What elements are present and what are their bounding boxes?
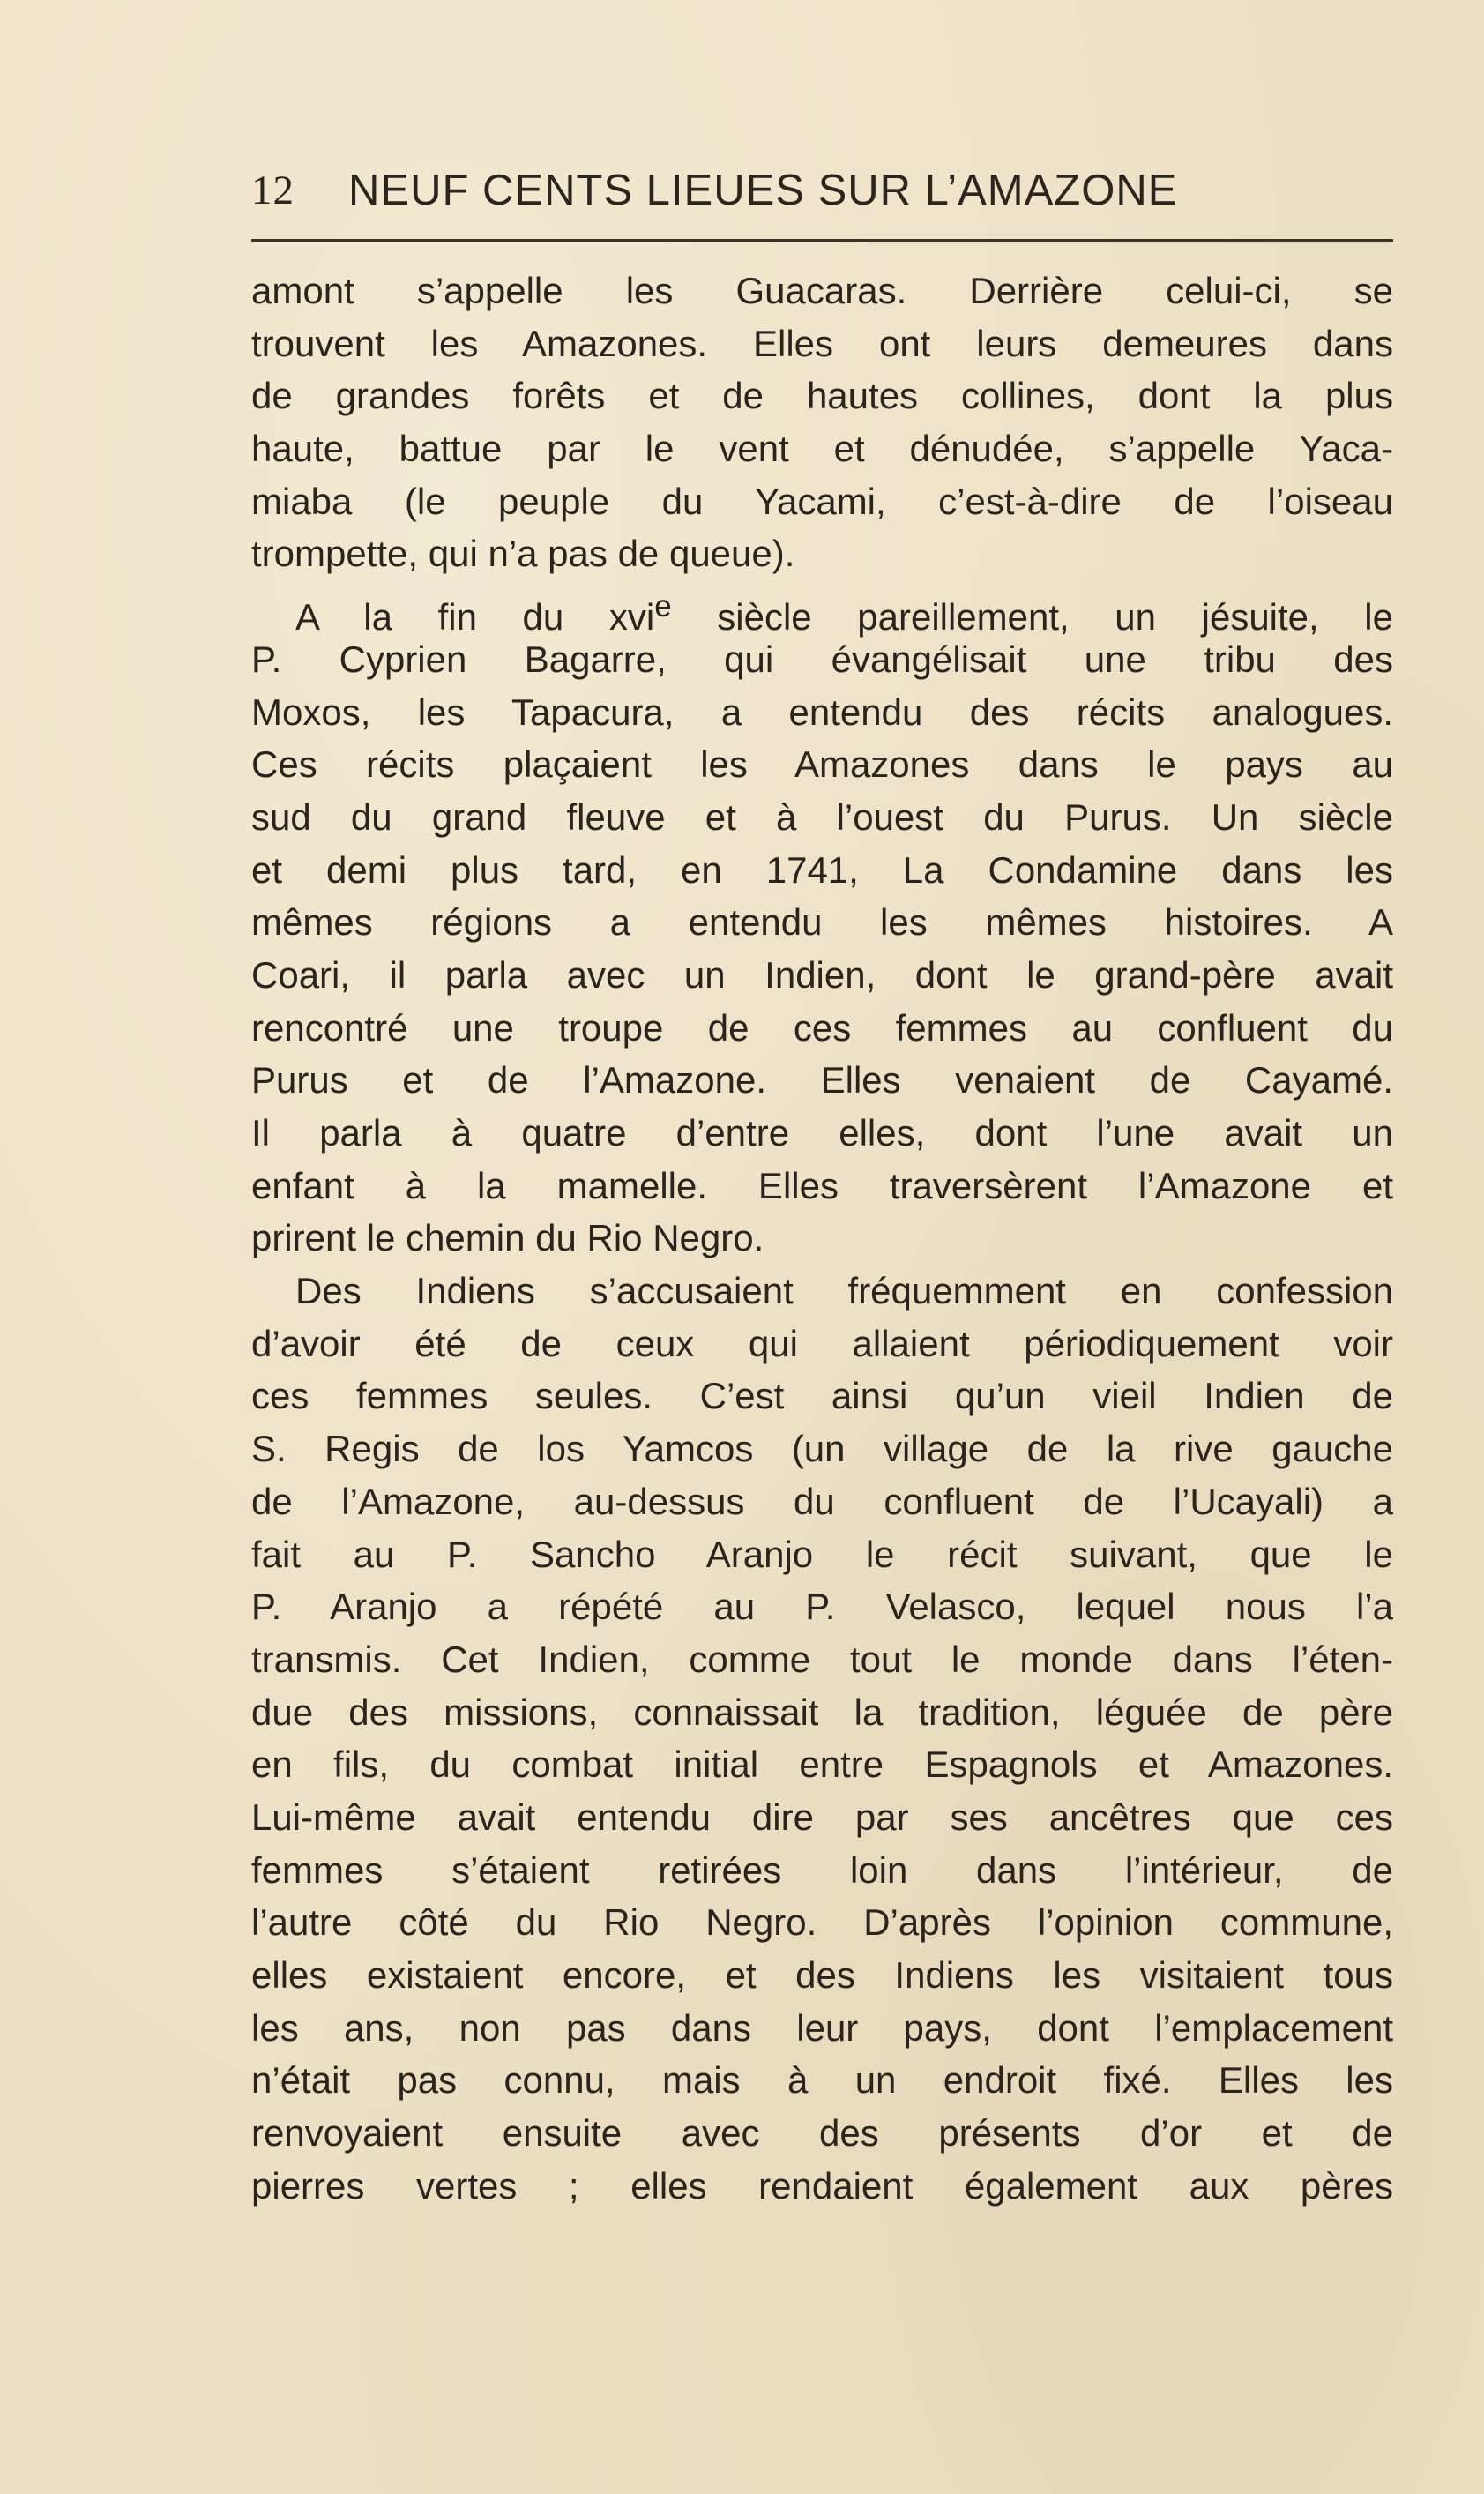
text-line: trouvent les Amazones. Elles ont leurs demeures dans: [251, 322, 1393, 364]
text-line: Coari, il parla avec un Indien, dont le grand-père avait: [251, 953, 1393, 996]
text-line: mêmes régions a entendu les mêmes histoires. A: [251, 901, 1393, 944]
body-text: [251, 265, 1393, 2212]
text-line: amont s’appelle les Guacaras. Derrière celui-ci, se: [251, 270, 1393, 311]
text-line: de grandes forêts et de hautes collines, dont la plus: [251, 375, 1393, 417]
text-line: enfant à la mamelle. Elles traversèrent l’Amazone et: [251, 1164, 1393, 1206]
book-page: [251, 163, 1393, 2207]
text-line: rencontré une troupe de ces femmes au confluent du: [251, 1006, 1393, 1049]
text-line: Lui-même avait entendu dire par ses ancêtres que ces: [251, 1796, 1393, 1838]
text-line: Moxos, les Tapacura, a entendu des récits analogues.: [251, 691, 1393, 733]
text-line: n’était pas connu, mais à un endroit fixé. Elles les: [251, 2059, 1393, 2102]
text-line: miaba (le peuple du Yacami, c’est-à-dire de l’oiseau: [251, 480, 1393, 522]
text-line: elles existaient encore, et des Indiens les visitaient tous: [251, 1954, 1393, 1996]
text-line: S. Regis de los Yamcos (un village de la rive gauche: [251, 1428, 1393, 1470]
text-line: femmes s’étaient retirées loin dans l’intérieur, de: [251, 1848, 1393, 1891]
page-header: [251, 163, 1393, 218]
text-line: transmis. Cet Indien, comme tout le monde dans l’éten-: [251, 1638, 1393, 1680]
text-line: P. Cyprien Bagarre, qui évangélisait une tribu des: [251, 638, 1393, 680]
text-line: fait au P. Sancho Aranjo le récit suivant, que le: [251, 1533, 1393, 1575]
text-line: pierres vertes ; elles rendaient également aux pères: [251, 2164, 1393, 2207]
text-line: Purus et de l’Amazone. Elles venaient de Cayamé.: [251, 1059, 1393, 1101]
text-line: en fils, du combat initial entre Espagnols et Amazones.: [251, 1744, 1393, 1786]
text-line: Il parla à quatre d’entre elles, dont l’une avait un: [251, 1112, 1393, 1154]
text-line: sud du grand fleuve et à l’ouest du Purus. Un siècle: [251, 795, 1393, 838]
text-line: ces femmes seules. C’est ainsi qu’un vieil Indien de: [251, 1375, 1393, 1417]
text-line: P. Aranjo a répété au P. Velasco, lequel nous l’a: [251, 1586, 1393, 1628]
text-line: prirent le chemin du Rio Negro.: [251, 1217, 764, 1259]
text-line: d’avoir été de ceux qui allaient périodiquement voir: [251, 1322, 1393, 1364]
text-line: haute, battue par le vent et dénudée, s’appelle Yaca-: [251, 428, 1393, 470]
text-line: de l’Amazone, au-dessus du confluent de l’Ucayali) a: [251, 1480, 1393, 1522]
text-line: l’autre côté du Rio Negro. D’après l’opinion commune,: [251, 1901, 1393, 1944]
text-line: Des Indiens s’accusaient fréquemment en confession: [295, 1270, 1393, 1312]
header-rule: [251, 239, 1393, 242]
text-line: renvoyaient ensuite avec des présents d’or et de: [251, 2112, 1393, 2154]
text-line: trompette, qui n’a pas de queue).: [251, 533, 795, 575]
text-line: Ces récits plaçaient les Amazones dans le pays au: [251, 743, 1393, 786]
text-line: due des missions, connaissait la tradition, léguée de père: [251, 1691, 1393, 1733]
running-title: NEUF CENTS LIEUES SUR L’AMAZONE: [348, 167, 1178, 214]
text-line: A la fin du xvi$^e$ siècle pareillement, un jésuite, le: [295, 589, 1393, 638]
text-line: et demi plus tard, en 1741, La Condamine dans les: [251, 848, 1393, 891]
page-number: 12: [251, 168, 295, 213]
text-line: les ans, non pas dans leur pays, dont l’emplacement: [251, 2006, 1393, 2049]
